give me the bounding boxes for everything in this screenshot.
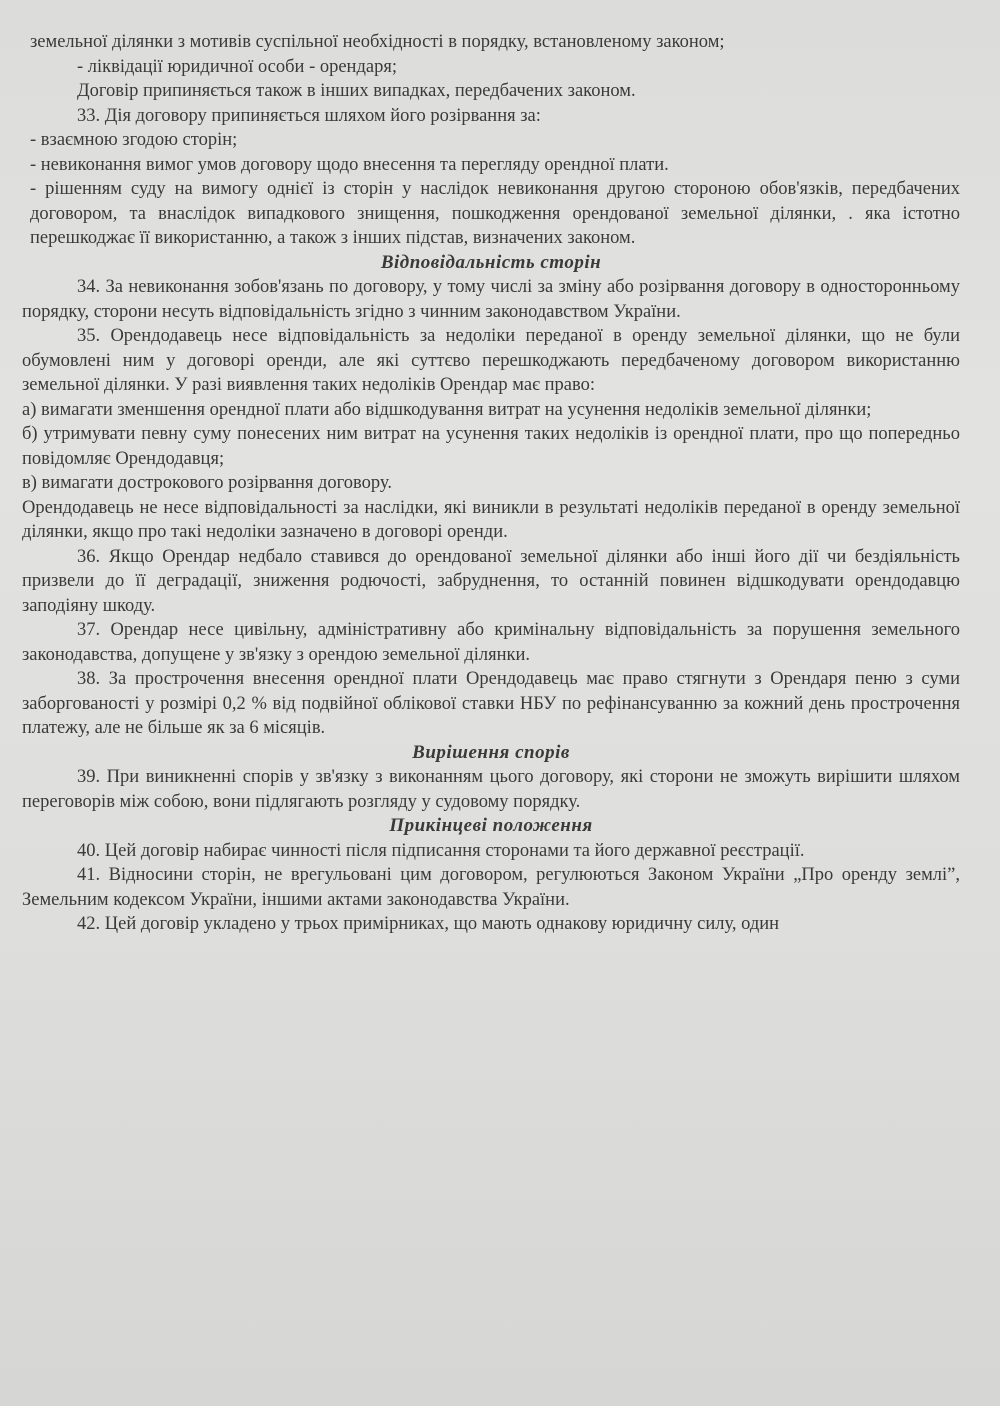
clause-39: 39. При виникненні спорів у зв'язку з виконанням цього договору, які сторони не зможуть вирішити шляхом переговорів між собою, вони підлягають розгляду у судовому порядку.	[22, 767, 960, 812]
clause-34: 34. За невиконання зобов'язань по договору, у тому числі за зміну або розірвання договору в односторонньому порядку, сторони несуть відповідальність згідно з чинним законодавством України.	[22, 277, 960, 322]
clause-33: 33. Дія договору припиняється шляхом його розірвання за:	[77, 105, 541, 126]
paragraph-liquidation: - ліквідації юридичної особи - орендаря;	[77, 56, 397, 77]
clause-35-item-c: в) вимагати дострокового розірвання договору.	[22, 473, 392, 493]
clause-33-item-b: - невиконання вимог умов договору щодо внесення та перегляду орендної плати.	[30, 154, 669, 175]
clause-35-item-b: б) утримувати певну суму понесених ним витрат на усунення таких недоліків із орендної плати, про що попередньо повідомляє Орендодавця;	[22, 424, 960, 469]
heading-disputes: Вирішення спорів	[412, 741, 570, 763]
clause-35-end: Орендодавець не несе відповідальності за наслідки, які виникли в результаті недоліків переданої в оренду земельної ділянки, якщо про такі недоліки зазначено в договорі оренди.	[22, 497, 960, 542]
clause-33-item-a: - взаємною згодою сторін;	[30, 130, 238, 150]
paragraph-continuation: земельної ділянки з мотивів суспільної необхідності в порядку, встановленому законом;	[30, 32, 725, 52]
clause-35-item-a: а) вимагати зменшення орендної плати або відшкодування витрат на усунення недоліків земельної ділянки;	[22, 399, 872, 420]
clause-37: 37. Орендар несе цивільну, адміністративну або кримінальну відповідальність за порушення земельного законодавства, допущене у зв'язку з орендою земельної ділянки.	[22, 620, 960, 665]
heading-responsibility: Відповідальність сторін	[380, 251, 602, 273]
clause-40: 40. Цей договір набирає чинності після підписання сторонами та його державної реєстрації.	[77, 840, 805, 861]
clause-35: 35. Орендодавець несе відповідальність за недоліки переданої в оренду земельної ділянки, що не були обумовлені ним у договорі оренди, але які суттєво перешкоджають передбаченому договором використанню земельної ділянки. У разі виявлення таких недоліків Орендар має право:	[22, 326, 960, 395]
heading-final-provisions: Прикінцеві положення	[389, 815, 593, 836]
clause-33-item-c: - рішенням суду на вимогу однієї із сторін у наслідок невиконання другою стороною обов'язків, передбачених договором, та внаслідок випадкового знищення, пошкодження орендованої земельної ділянки, . яка істотно перешкоджає її використанню, а також з інших підстав, визначених законом.	[30, 179, 960, 248]
clause-36: 36. Якщо Орендар недбало ставився до орендованої земельної ділянки або інші його дії чи бездіяльність призвели до її деградації, зниження родючості, забруднення, то останній повинен відшкодувати орендодавцю заподіяну шкоду.	[22, 546, 960, 616]
clause-42: 42. Цей договір укладено у трьох примірниках, що мають однакову юридичну силу, один	[77, 914, 780, 934]
clause-41: 41. Відносини сторін, не врегульовані цим договором, регулюються Законом України „Про оренду землі”, Земельним кодексом України, іншими актами законодавства України.	[22, 865, 960, 910]
document-body	[22, 30, 960, 937]
paragraph-other-cases: Договір припиняється також в інших випадках, передбачених законом.	[77, 81, 636, 101]
clause-38: 38. За прострочення внесення орендної плати Орендодавець має право стягнути з Орендаря пеню з суми заборгованості у розмірі 0,2 % від подвійної облікової ставки НБУ по рефінансуванню за кожний день прострочення платежу, але не більше як за 6 місяців.	[22, 669, 960, 738]
